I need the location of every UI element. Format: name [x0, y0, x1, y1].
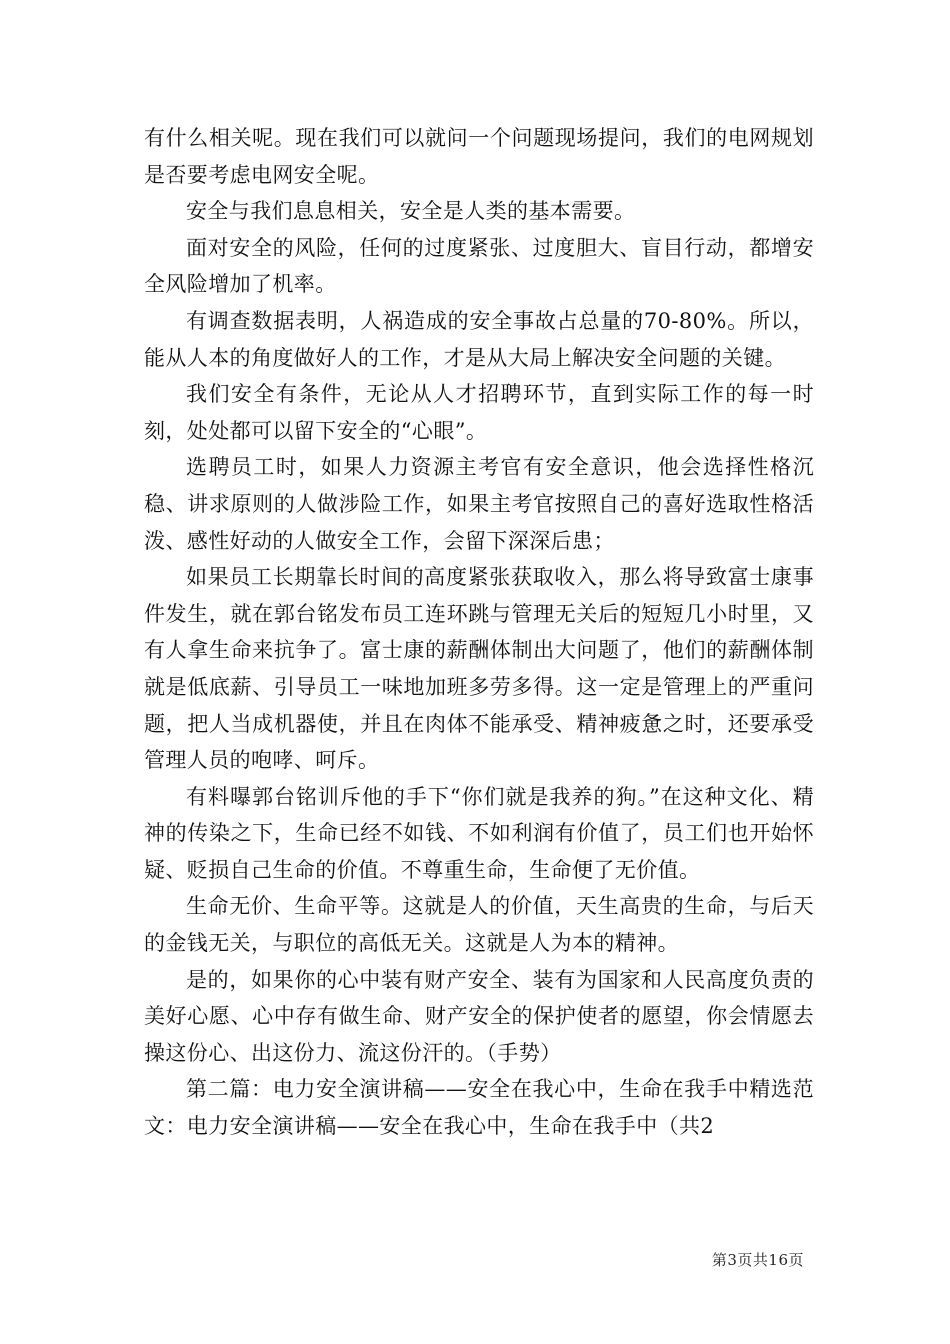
paragraph: 有调查数据表明，人祸造成的安全事故占总量的70-80%。所以，能从人本的角度做好人的工作，才是从大局上解决安全问题的关键。 — [144, 308, 814, 370]
paragraph: 第二篇：电力安全演讲稿——安全在我心中，生命在我手中精选范文：电力安全演讲稿——安全在我心中，生命在我手中（共2 — [144, 1077, 814, 1139]
paragraph: 如果员工长期靠长时间的高度紧张获取收入，那么将导致富士康事件发生，就在郭台铭发布员工连环跳与管理无关后的短短几小时里，又有人拿生命来抗争了。富士康的薪酬体制出大问题了，他们的薪酬体制就是低底薪、引导员工一味地加班多劳多得。这一定是管理上的严重问题，把人当成机器使，并且在肉体不能承受、精神疲惫之时，还要承受管理人员的咆哮、呵斥。 — [144, 565, 814, 773]
paragraph: 生命无价、生命平等。这就是人的价值，天生高贵的生命，与后天的金钱无关，与职位的高低无关。这就是人为本的精神。 — [144, 894, 814, 956]
paragraph: 有什么相关呢。现在我们可以就问一个问题现场提问，我们的电网规划是否要考虑电网安全呢。 — [144, 126, 814, 187]
paragraph: 面对安全的风险，任何的过度紧张、过度胆大、盲目行动，都增安全风险增加了机率。 — [144, 235, 814, 297]
paragraph: 选聘员工时，如果人力资源主考官有安全意识，他会选择性格沉稳、讲求原则的人做涉险工作，如果主考官按照自己的喜好选取性格活泼、感性好动的人做安全工作，会留下深深后患； — [144, 455, 814, 553]
page-number-footer: 第3页共16页 — [711, 1251, 804, 1269]
document-body — [144, 120, 814, 1145]
paragraph: 是的，如果你的心中装有财产安全、装有为国家和人民高度负责的美好心愿、心中存有做生命、财产安全的保护使者的愿望，你会情愿去操这份心、出这份力、流这份汗的。（手势） — [144, 967, 814, 1065]
paragraph: 我们安全有条件，无论从人才招聘环节，直到实际工作的每一时刻，处处都可以留下安全的“心眼”。 — [144, 382, 814, 443]
paragraph: 安全与我们息息相关，安全是人类的基本需要。 — [186, 199, 636, 224]
paragraph: 有料曝郭台铭训斥他的手下“你们就是我养的狗。”在这种文化、精神的传染之下，生命已经不如钱、不如利润有价值了，员工们也开始怀疑、贬损自己生命的价值。不尊重生命，生命便了无价值。 — [144, 784, 814, 882]
